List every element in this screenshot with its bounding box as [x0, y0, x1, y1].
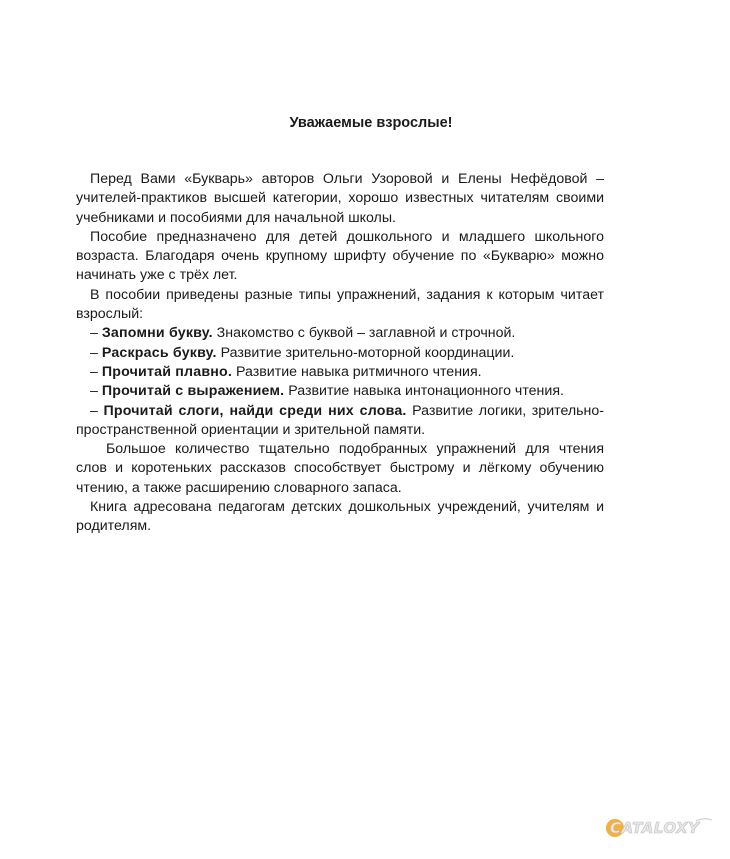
list-dash: –: [90, 325, 98, 342]
list-item-text: Развитие навыка ритмичного чтения.: [236, 363, 482, 380]
list-item-text: Знакомство с буквой – заглавной и строчной.: [216, 325, 516, 342]
watermark-logo: [604, 815, 714, 841]
page-title: Уважаемые взрослые!: [289, 115, 453, 131]
list-item-text: Развитие логики, зрительно-пространственной ориентации и зрительной памяти.: [76, 402, 604, 438]
list-item-bold: Прочитай слоги, найди среди них слова.: [103, 402, 407, 419]
paragraph-audience: Книга адресована педагогам детских дошкольных учреждений, учителям и родителям.: [76, 499, 604, 535]
watermark-text: CATALOXY: [610, 819, 700, 837]
list-item: [76, 324, 604, 343]
list-item-bold: Раскрась букву.: [101, 344, 217, 361]
document-body: [76, 170, 604, 537]
paragraph-exercise-types: В пособии приведены разные типы упражнений, задания к которым читает взрослый:: [76, 286, 604, 323]
list-item-bold: Прочитай плавно.: [101, 363, 233, 380]
list-item: [76, 382, 604, 401]
list-item: [76, 363, 604, 382]
list-dash: –: [90, 383, 98, 400]
list-item: [76, 402, 604, 441]
list-item-text: Развитие навыка интонационного чтения.: [288, 383, 564, 400]
paragraph-reading-exercises: Большое количество тщательно подобранных упражнений для чтения слов и коротеньких рассказов способствует быстрому и лёгкому обучению чтению, а также расширению словарного запаса.: [76, 441, 604, 496]
list-item-text: Развитие зрительно-моторной координации.: [220, 344, 515, 361]
list-dash: –: [90, 344, 98, 361]
list-dash: –: [90, 402, 98, 419]
paragraph-intro: Перед Вами «Букварь» авторов Ольги Узоровой и Елены Нефёдовой – учителей-практиков высшей категории, хорошо известных читателям своими учебниками и пособиями для начальной школы.: [76, 171, 604, 226]
paragraph-purpose: Пособие предназначено для детей дошкольного и младшего школьного возраста. Благодаря очень крупному шрифту обучение по «Букварю» можно начинать уже с трёх лет.: [76, 228, 604, 284]
list-item: [76, 344, 604, 363]
list-dash: –: [90, 363, 98, 380]
list-item-bold: Запомни букву.: [101, 325, 213, 342]
list-item-bold: Прочитай с выражением.: [101, 383, 285, 400]
